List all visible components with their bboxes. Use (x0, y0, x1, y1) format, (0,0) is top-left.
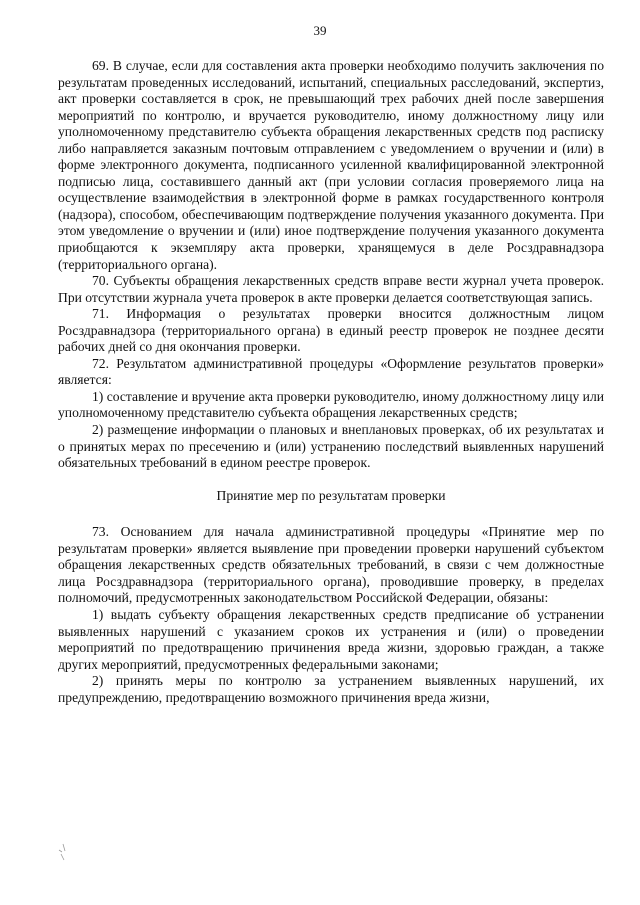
paragraph-72: 72. Результатом административной процедуры «Оформление результатов проверки» является: (58, 355, 604, 388)
document-body (58, 58, 604, 706)
paragraph-69: 69. В случае, если для составления акта проверки необходимо получить заключения по результатам проведенных исследований, испытаний, специальных расследований, экспертиз, акт проверки составляется в срок, не превышающий трех рабочих дней после завершения мероприятий по контролю, и вручается руководителю, иному должностному лицу или уполномоченному представителю субъекта обращения лекарственных средств под расписку либо направляется заказным почтовым отправлением с уведомлением о вручении и (или) в форме электронного документа, подписанного усиленной квалифицированной электронной подписью лица, составившего данный акт (при условии согласия проверяемого лица на осуществление взаимодействия в электронной форме в рамках государственного контроля (надзора), способом, обеспечивающим подтверждение получения указанного документа. При этом уведомление о вручении и (или) иное подтверждение получения указанного документа приобщаются к экземпляру акта проверки, хранящемуся в деле Росздравнадзора (территориального органа). (58, 58, 604, 272)
paragraph-73: 73. Основанием для начала административной процедуры «Принятие мер по результатам проверки» является выявление при проведении проверки нарушений субъектом обращения лекарственных средств обязательных требований, в связи с чем должностные лица Росздравнадзора (территориального органа), проводившие проверку, в пределах полномочий, предусмотренных законодательством Российской Федерации, обязаны: (58, 524, 604, 606)
paragraph-73-item-2: 2) принять меры по контролю за устранением выявленных нарушений, их предупреждению, предотвращению возможного причинения вреда жизни, (58, 673, 604, 705)
paragraph-70: 70. Субъекты обращения лекарственных средств вправе вести журнал учета проверок. При отсутствии журнала учета проверок в акте проверки делается соответствующая запись. (58, 273, 604, 305)
section-heading: Принятие мер по результатам проверки (216, 487, 446, 503)
paragraph-72-item-2: 2) размещение информации о плановых и внеплановых проверках, об их результатах и о принятых мерах по пресечению и (или) устранению последствий выявленных нарушений обязательных требований в едином реестре проверок. (58, 422, 604, 471)
paragraph-72-item-1: 1) составление и вручение акта проверки руководителю, иному должностному лицу или уполномоченному представителю субъекта обращения лекарственных средств; (58, 388, 604, 421)
page-number: 39 (313, 23, 327, 38)
paragraph-71: 71. Информация о результатах проверки вносится должностным лицом Росздравнадзора (территориального органа) в единый реестр проверок не позднее десяти рабочих дней со дня окончания проверки. (58, 306, 604, 355)
paragraph-73-item-1: 1) выдать субъекту обращения лекарственных средств предписание об устранении выявленных нарушений с указанием сроков их устранения и (или) о проведении мероприятий по предотвращению причинения вреда жизни, здоровью граждан, а также других мероприятий, предусмотренных федеральными законами; (58, 606, 604, 672)
scan-artifact-icon (56, 842, 70, 862)
